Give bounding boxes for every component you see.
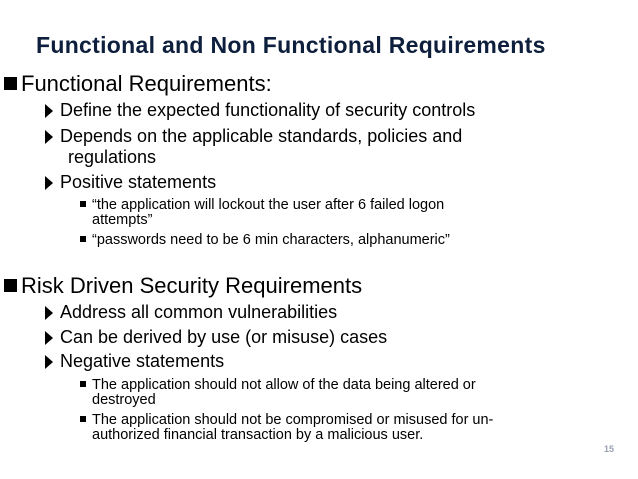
triangle-bullet-icon <box>45 331 53 345</box>
page-number: 15 <box>603 444 614 454</box>
small-square-bullet-icon <box>80 236 86 242</box>
list-item-text: Address all common vulnerabilities <box>60 302 338 322</box>
sub-list-item-text: “passwords need to be 6 min characters, alphanumeric” <box>92 232 450 248</box>
list-item <box>60 126 462 147</box>
triangle-bullet-icon <box>45 130 53 144</box>
triangle-bullet-icon <box>45 104 53 118</box>
list-item-text: Negative statements <box>60 351 225 371</box>
small-square-bullet-icon <box>80 416 86 422</box>
sub-list-item <box>92 377 476 393</box>
list-item <box>60 172 216 193</box>
triangle-bullet-icon <box>45 176 53 190</box>
list-item-text: Positive statements <box>60 172 217 192</box>
triangle-bullet-icon <box>45 306 53 320</box>
list-item-continuation: regulations <box>68 147 157 167</box>
sub-list-item <box>92 412 493 428</box>
section-heading-risk-driven <box>4 274 362 298</box>
section-heading-functional <box>4 72 272 96</box>
list-item-text: Depends on the applicable standards, policies and <box>60 126 463 146</box>
sub-list-item-continuation: destroyed <box>92 392 156 408</box>
section-heading-text: Risk Driven Security Requirements <box>21 273 363 298</box>
list-item <box>60 100 475 121</box>
list-item <box>60 327 387 348</box>
sub-list-item-continuation: attempts” <box>92 212 153 228</box>
square-bullet-icon <box>4 279 17 292</box>
small-square-bullet-icon <box>80 381 86 387</box>
list-item-text: Define the expected functionality of security controls <box>60 100 476 120</box>
slide-title: Functional and Non Functional Requirements <box>36 32 546 58</box>
sub-list-item-text: “the application will lockout the user after 6 failed logon <box>92 197 445 213</box>
list-item <box>60 302 337 323</box>
list-item <box>60 351 224 372</box>
sub-list-item-text: The application should not allow of the data being altered or <box>92 377 476 393</box>
square-bullet-icon <box>4 77 17 90</box>
triangle-bullet-icon <box>45 355 53 369</box>
sub-list-item-text: The application should not be compromised or misused for un- <box>92 412 494 428</box>
small-square-bullet-icon <box>80 201 86 207</box>
sub-list-item-continuation: authorized financial transaction by a malicious user. <box>92 427 424 443</box>
sub-list-item <box>92 197 444 213</box>
section-heading-text: Functional Requirements: <box>21 71 272 96</box>
sub-list-item <box>92 232 450 248</box>
list-item-text: Can be derived by use (or misuse) cases <box>60 327 388 347</box>
